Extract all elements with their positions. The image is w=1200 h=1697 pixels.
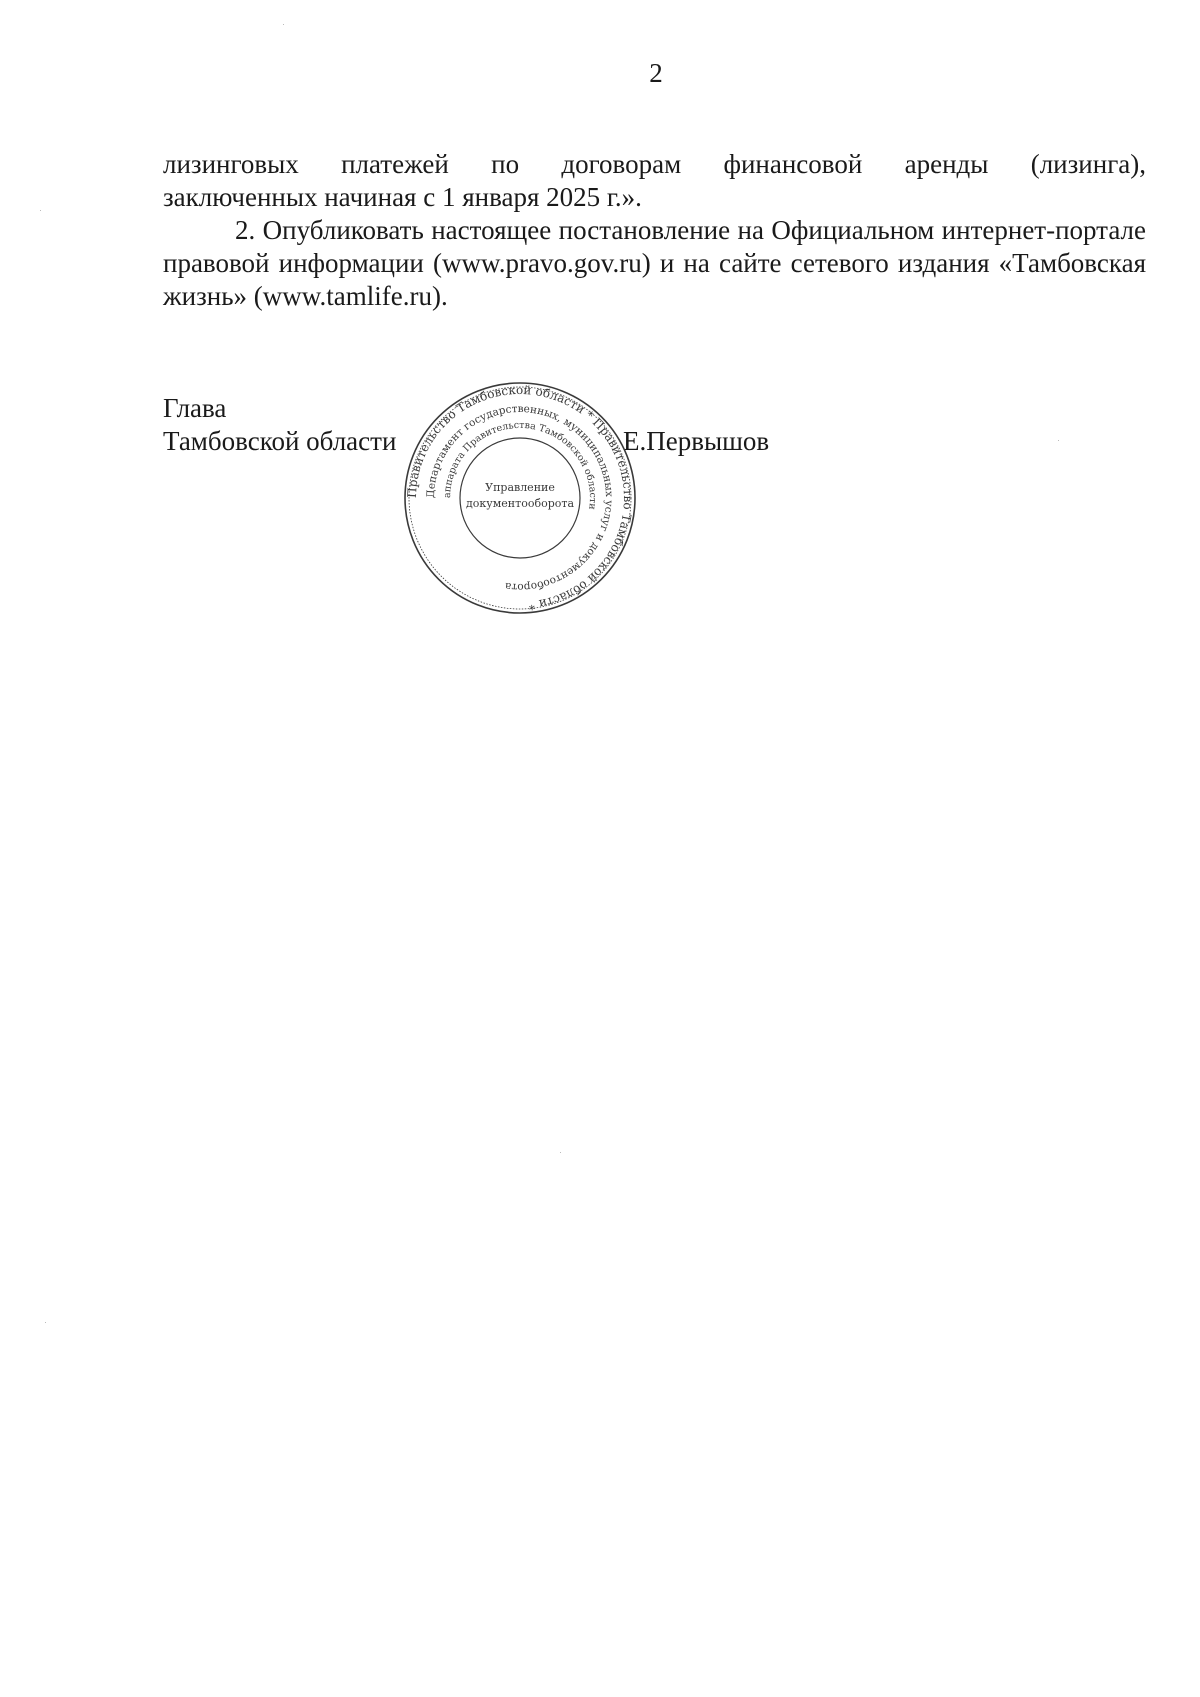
signature-title-line-2: Тамбовской области bbox=[163, 426, 397, 456]
official-seal-stamp bbox=[400, 378, 640, 618]
seal-center-line-1: Управление bbox=[485, 481, 555, 494]
paragraph-1-line-2: заключенных начиная с 1 января 2025 г.». bbox=[163, 182, 642, 212]
seal-inner-ring-text: аппарата Правительства Тамбовской области bbox=[441, 419, 599, 511]
page-number: 2 bbox=[649, 58, 663, 88]
paragraph-1 bbox=[163, 148, 1146, 214]
seal-outer-ring-text: Правительство Тамбовской области * Правительство Тамбовской области * bbox=[404, 382, 636, 613]
signature-title-line-1: Глава bbox=[163, 393, 227, 423]
paragraph-2: 2. Опубликовать настоящее постановление на Официальном интернет-портале правовой информации (www.pravo.gov.ru) и на сайте сетевого издания «Тамбовская жизнь» (www.tamlife.ru). bbox=[163, 215, 1146, 311]
paragraph-1-line-1: лизинговых платежей по договорам финансовой аренды (лизинга), bbox=[163, 149, 1146, 179]
signatory-name: Е.Первышов bbox=[623, 426, 770, 456]
document-body bbox=[163, 148, 1146, 313]
seal-middle-ring-text: Департамент государственных, муниципальных услуг и документооборота bbox=[424, 402, 616, 594]
signature-block bbox=[163, 392, 396, 458]
seal-center-line-2: документооборота bbox=[465, 497, 575, 510]
seal-graphic bbox=[400, 378, 640, 618]
